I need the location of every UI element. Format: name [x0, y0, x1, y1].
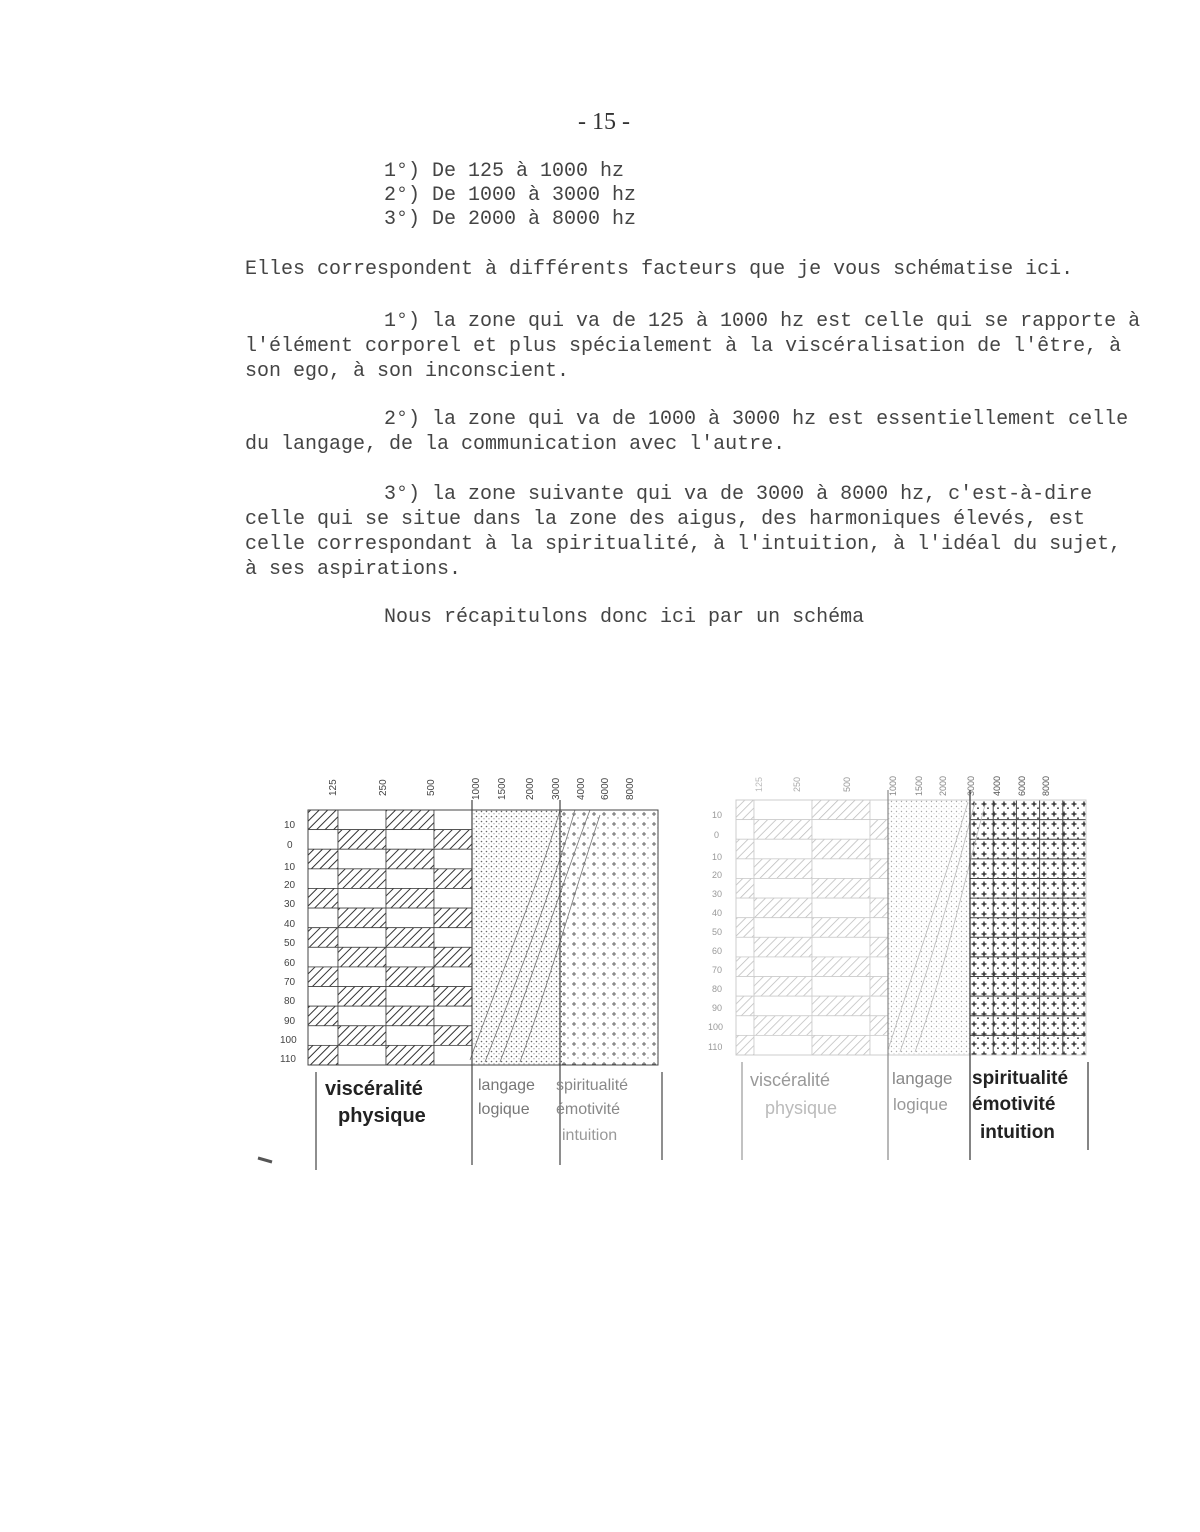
zone-cell — [308, 928, 338, 948]
zone-cell — [736, 1035, 754, 1055]
level-tick-label: 70 — [284, 977, 296, 988]
zone-cell — [386, 888, 434, 908]
zone-cell — [386, 830, 434, 850]
right-zone-language — [888, 800, 970, 1055]
zone-cell — [736, 977, 754, 997]
zone-cell — [386, 1045, 434, 1065]
zone-cell — [308, 967, 338, 987]
zone-cell — [338, 810, 386, 830]
zone-cell — [386, 1026, 434, 1046]
zone-cell — [736, 996, 754, 1016]
left-audiogram-diagram — [280, 777, 662, 1170]
zone-cell — [434, 1006, 472, 1026]
level-tick-label: 110 — [708, 1042, 723, 1052]
zone-cell — [308, 1045, 338, 1065]
zone-cell — [434, 869, 472, 889]
zone-cell — [434, 830, 472, 850]
level-tick-label: 90 — [712, 1003, 723, 1013]
page-number: - 15 - — [578, 109, 630, 135]
freq-tick-label: 6000 — [600, 777, 611, 800]
freq-tick-label: 8000 — [625, 777, 636, 800]
zone-cell — [434, 967, 472, 987]
label-viscerality: viscéralité — [750, 1070, 831, 1090]
zone-cell — [754, 1035, 812, 1055]
zone-cell — [338, 1026, 386, 1046]
zone-cell — [338, 928, 386, 948]
zone-cell — [338, 1006, 386, 1026]
level-tick-label: 50 — [712, 927, 723, 937]
freq-tick-label: 250 — [378, 779, 389, 796]
level-tick-label: 80 — [284, 996, 296, 1007]
zone-cell — [386, 987, 434, 1007]
zone-cell — [736, 937, 754, 957]
zone-cell — [338, 967, 386, 987]
zone-cell — [338, 888, 386, 908]
freq-tick-label: 4000 — [576, 777, 587, 800]
freq-tick-label: 500 — [426, 779, 437, 796]
freq-tick-label: 125 — [328, 779, 339, 796]
zone-cell — [812, 878, 870, 898]
level-tick-label: 20 — [284, 880, 296, 891]
zone-cell — [338, 1045, 386, 1065]
right-level-axis — [708, 810, 723, 1052]
intro-paragraph: Elles correspondent à différents facteurs que je vous schématise ici. — [245, 258, 1074, 281]
zone-cell — [434, 947, 472, 967]
label-spirituality: spiritualité — [972, 1068, 1069, 1089]
right-audiogram-diagram — [708, 776, 1088, 1160]
freq-tick-label: 1000 — [471, 777, 482, 800]
zone-cell — [308, 987, 338, 1007]
level-tick-label: 90 — [284, 1016, 296, 1027]
zone-cell — [754, 977, 812, 997]
freq-tick-label: 500 — [842, 776, 852, 792]
level-tick-label: 10 — [712, 852, 723, 862]
label-language: langage — [892, 1069, 953, 1088]
freq-tick-label: 125 — [754, 776, 764, 792]
zone-cell — [434, 849, 472, 869]
zone-cell — [754, 800, 812, 820]
zone-cell — [754, 878, 812, 898]
zone-cell — [812, 1016, 870, 1036]
zone-cell — [754, 937, 812, 957]
label-logic: logique — [893, 1095, 948, 1114]
paragraph-line: son ego, à son inconscient. — [245, 360, 570, 383]
level-tick-label: 100 — [708, 1022, 724, 1032]
zone-cell — [434, 928, 472, 948]
zone-cell — [736, 957, 754, 977]
level-tick-label: 100 — [280, 1035, 297, 1046]
level-tick-label: 60 — [284, 958, 296, 969]
zone-cell — [386, 810, 434, 830]
zone-cell — [434, 1045, 472, 1065]
zone-cell — [386, 947, 434, 967]
zone-cell — [754, 1016, 812, 1036]
range-item: 2°) De 1000 à 3000 hz — [384, 184, 637, 207]
right-frequency-axis — [754, 776, 1051, 796]
zone-cell — [754, 918, 812, 938]
label-intuition: intuition — [562, 1127, 618, 1144]
zone-cell — [434, 908, 472, 928]
level-tick-label: 20 — [712, 870, 723, 880]
freq-tick-label: 8000 — [1041, 775, 1051, 796]
zone-cell — [338, 869, 386, 889]
freq-tick-label: 3000 — [966, 775, 976, 796]
paragraph-line: 2°) la zone qui va de 1000 à 3000 hz est essentiellement celle — [384, 408, 1129, 431]
level-tick-label: 60 — [712, 946, 723, 956]
zone-cell — [736, 859, 754, 879]
zone-cell — [736, 898, 754, 918]
label-physical: physique — [765, 1098, 838, 1118]
level-tick-label: 30 — [284, 899, 296, 910]
paragraph-line: 3°) la zone suivante qui va de 3000 à 8000 hz, c'est-à-dire — [384, 483, 1093, 506]
level-tick-label: 10 — [284, 820, 296, 831]
label-logic: logique — [478, 1101, 530, 1118]
label-emotivity: émotivité — [556, 1101, 621, 1118]
range-item: 1°) De 125 à 1000 hz — [384, 160, 625, 183]
paragraph-line: l'élément corporel et plus spécialement à la viscéralisation de l'être, à — [245, 335, 1122, 358]
paragraph-line: du langage, de la communication avec l'autre. — [245, 433, 786, 456]
zone-cell — [812, 957, 870, 977]
paragraph-line: celle qui se situe dans la zone des aigus, des harmoniques élevés, est — [245, 508, 1086, 531]
summary-line: Nous récapitulons donc ici par un schéma — [384, 606, 865, 629]
zone-cell — [754, 820, 812, 840]
zone-cell — [386, 908, 434, 928]
zone-cell — [736, 800, 754, 820]
zone-cell — [308, 830, 338, 850]
label-viscerality: viscéralité — [325, 1078, 423, 1100]
zone-cell — [338, 987, 386, 1007]
label-physical: physique — [338, 1105, 426, 1127]
level-tick-label: 40 — [712, 908, 723, 918]
zone-cell — [386, 1006, 434, 1026]
zone-cell — [754, 839, 812, 859]
zone-cell — [338, 830, 386, 850]
zone-cell — [308, 869, 338, 889]
zone-cell — [308, 888, 338, 908]
left-level-axis — [280, 820, 297, 1065]
level-tick-label: 80 — [712, 984, 723, 994]
label-language: langage — [478, 1077, 535, 1094]
zone-cell — [736, 1016, 754, 1036]
zone-cell — [754, 996, 812, 1016]
zone-cell — [812, 800, 870, 820]
level-tick-label: 40 — [284, 919, 296, 930]
paragraph-line: 1°) la zone qui va de 125 à 1000 hz est celle qui se rapporte à — [384, 310, 1141, 333]
zone-cell — [434, 810, 472, 830]
level-tick-label: 10 — [712, 810, 723, 820]
freq-tick-label: 6000 — [1017, 775, 1027, 796]
zone-cell — [736, 918, 754, 938]
label-emotivity: émotivité — [972, 1094, 1056, 1115]
level-tick-label: 110 — [280, 1054, 296, 1065]
zone-cell — [812, 839, 870, 859]
freq-tick-label: 1500 — [914, 775, 924, 796]
left-frequency-axis — [328, 777, 636, 800]
zone-cell — [308, 849, 338, 869]
zone-cell — [754, 898, 812, 918]
zone-cell — [812, 996, 870, 1016]
freq-tick-label: 3000 — [551, 777, 562, 800]
zone-cell — [338, 908, 386, 928]
zone-cell — [434, 987, 472, 1007]
zone-cell — [736, 839, 754, 859]
zone-cell — [754, 957, 812, 977]
freq-tick-label: 4000 — [992, 775, 1002, 796]
level-tick-label: 10 — [284, 862, 296, 873]
zone-cell — [812, 937, 870, 957]
right-zone-spirit — [970, 800, 1086, 1055]
range-item: 3°) De 2000 à 8000 hz — [384, 208, 637, 231]
label-spirituality: spiritualité — [556, 1077, 629, 1094]
level-tick-label: 70 — [712, 965, 723, 975]
zone-cell — [812, 898, 870, 918]
freq-tick-label: 250 — [792, 776, 802, 792]
zone-cell — [386, 869, 434, 889]
freq-tick-label: 1500 — [497, 777, 508, 800]
zone-cell — [812, 918, 870, 938]
zone-cell — [736, 878, 754, 898]
zone-cell — [812, 1035, 870, 1055]
zone-cell — [812, 977, 870, 997]
paragraph-line: à ses aspirations. — [245, 558, 462, 581]
level-tick-label: 50 — [284, 938, 296, 949]
zone-cell — [754, 859, 812, 879]
scan-mark — [258, 1158, 272, 1162]
zone-cell — [386, 849, 434, 869]
level-tick-label: 0 — [287, 840, 293, 851]
zone-cell — [812, 859, 870, 879]
zone-cell — [434, 888, 472, 908]
zone-cell — [338, 849, 386, 869]
freq-tick-label: 2000 — [938, 775, 948, 796]
zone-cell — [308, 947, 338, 967]
zone-cell — [434, 1026, 472, 1046]
zone-cell — [308, 1006, 338, 1026]
zone-cell — [386, 928, 434, 948]
label-intuition: intuition — [980, 1122, 1055, 1143]
zone-cell — [812, 820, 870, 840]
zone-cell — [736, 820, 754, 840]
level-tick-label: 30 — [712, 889, 723, 899]
freq-tick-label: 2000 — [525, 777, 536, 800]
freq-tick-label: 1000 — [888, 775, 898, 796]
zone-cell — [386, 967, 434, 987]
zone-cell — [308, 810, 338, 830]
level-tick-label: 0 — [714, 830, 720, 840]
zone-cell — [338, 947, 386, 967]
zone-cell — [308, 908, 338, 928]
left-zone-body — [308, 810, 472, 1065]
paragraph-line: celle correspondant à la spiritualité, à l'intuition, à l'idéal du sujet, — [245, 533, 1122, 556]
zone-cell — [308, 1026, 338, 1046]
